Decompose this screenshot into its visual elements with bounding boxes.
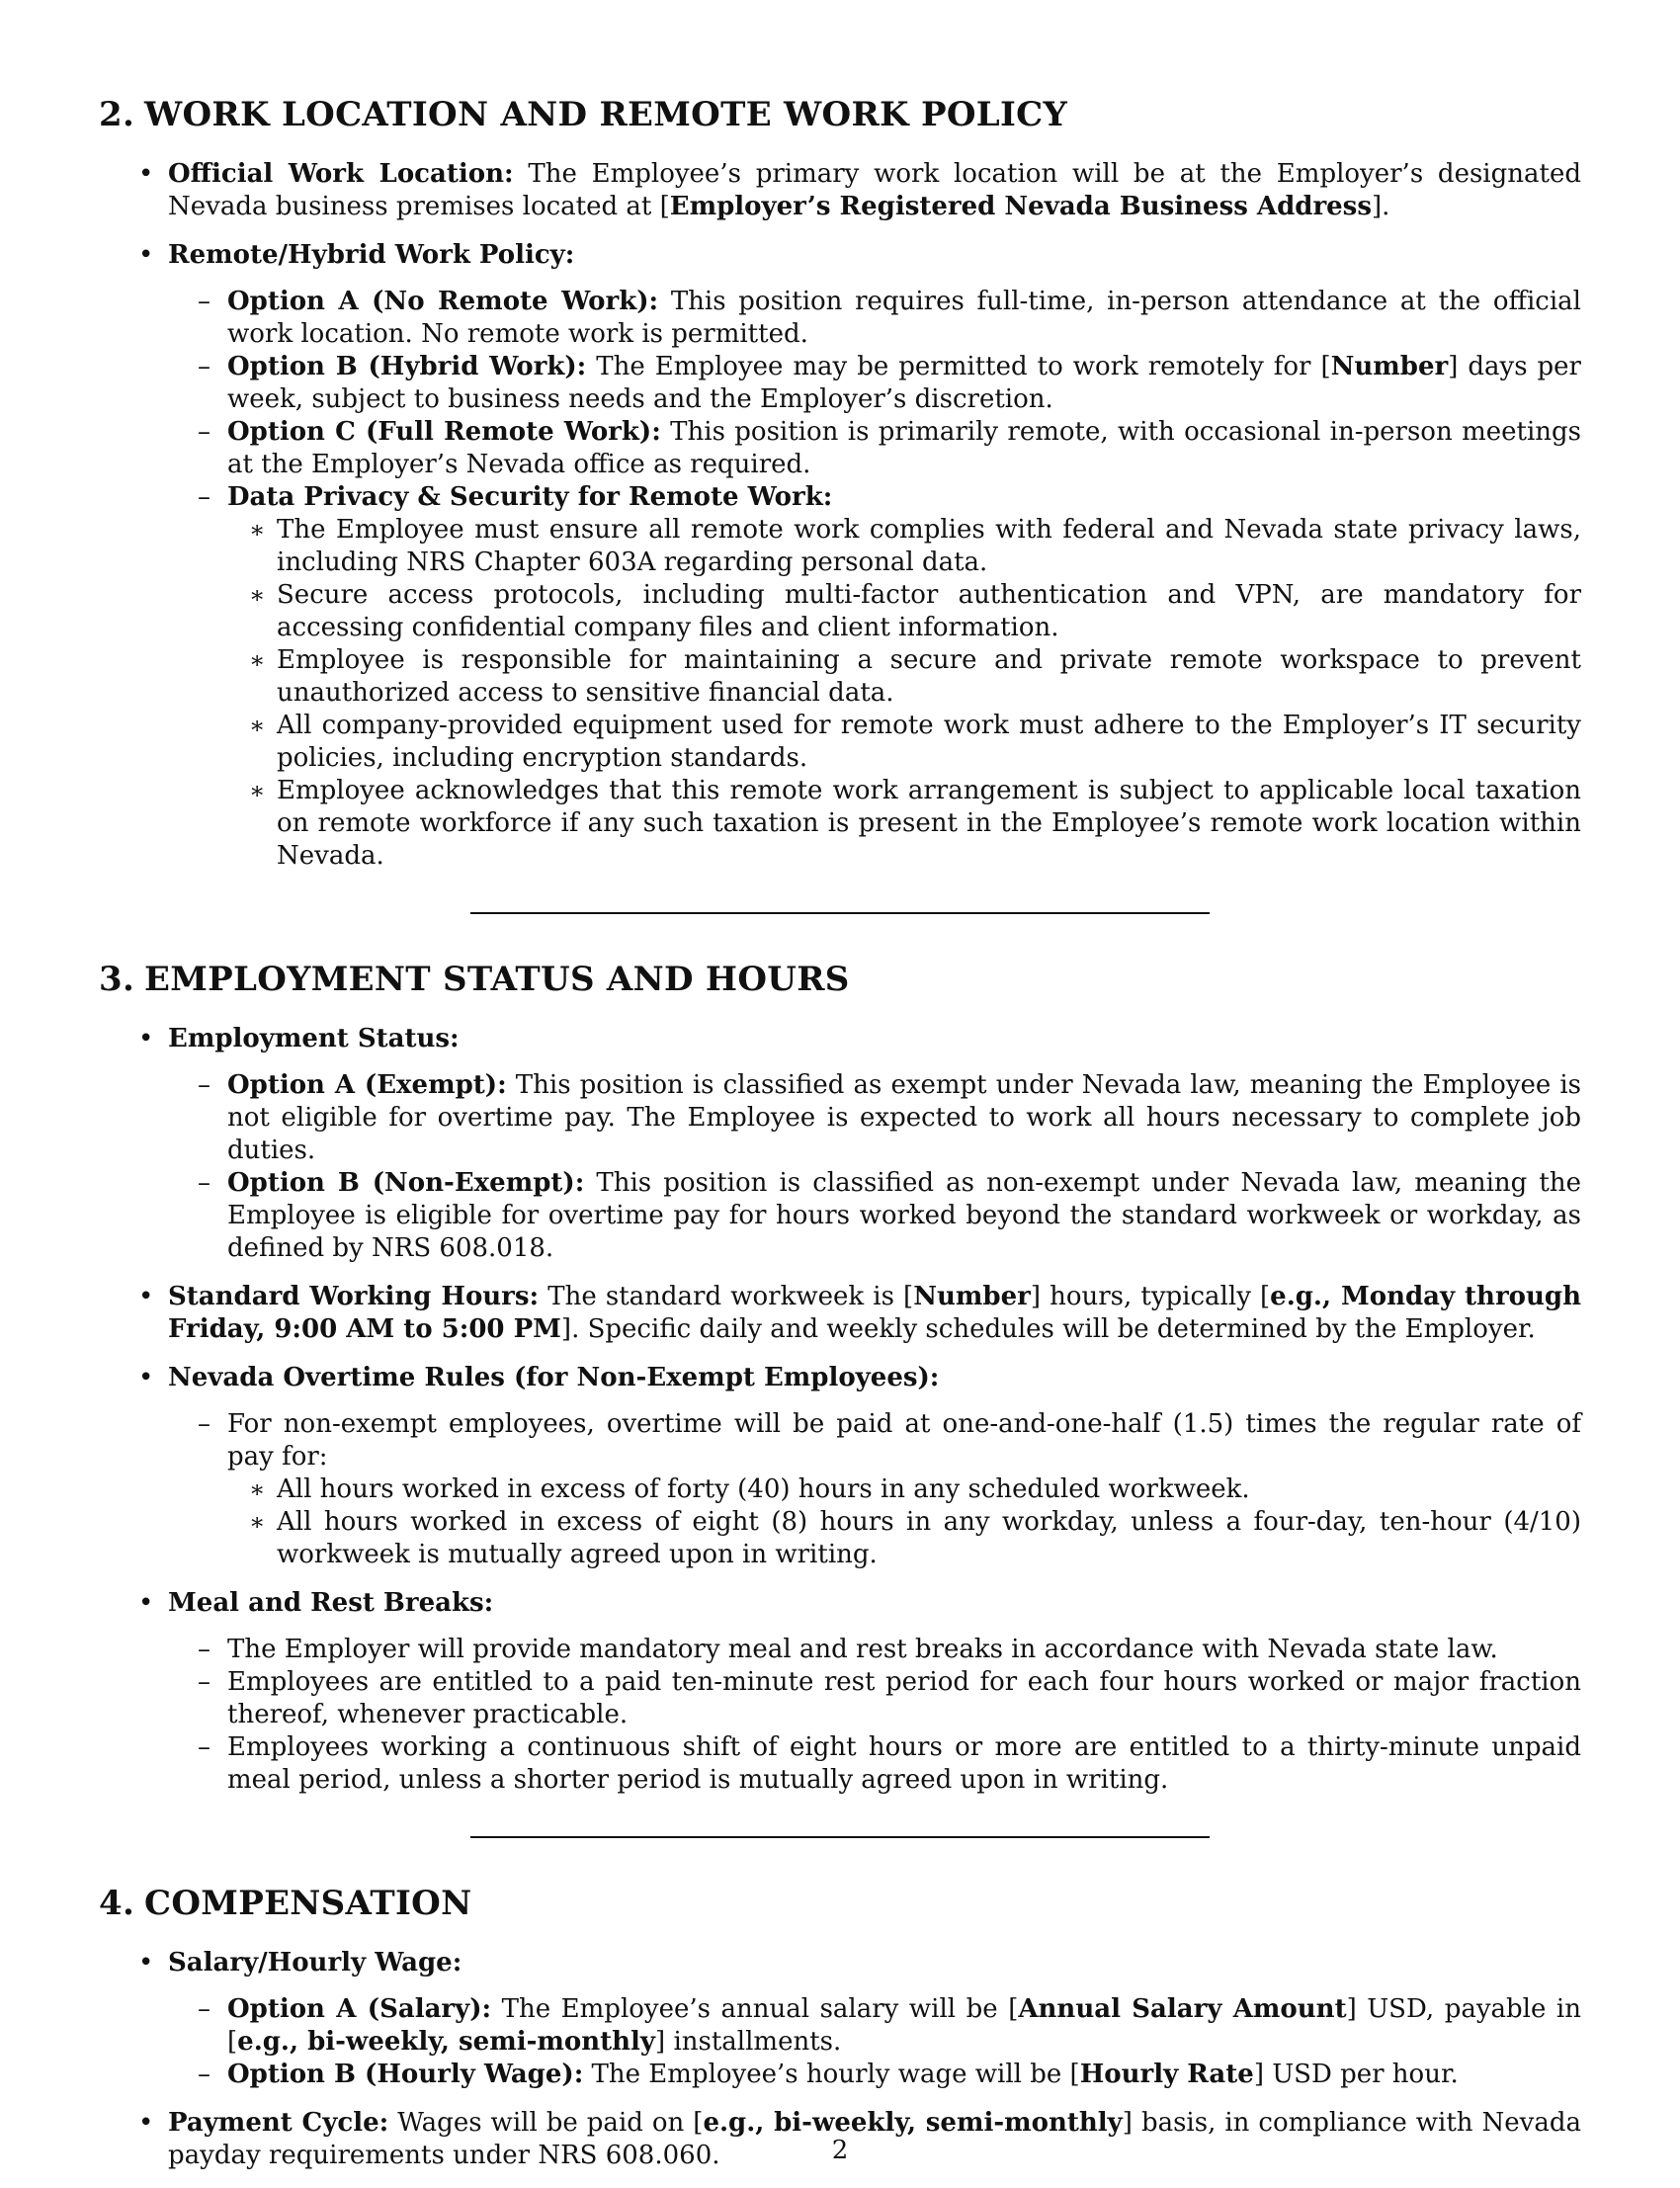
hourly-option-item: – Option B (Hourly Wage): The Employee’s hourly wage will be [Hourly Rate] USD per hour. — [168, 2059, 1581, 2091]
section-heading: 4. COMPENSATION — [99, 1884, 472, 1923]
salary-option-item: – Option A (Salary): The Employee’s annual salary will be [Annual Salary Amount] USD, payable in [e.g., bi-weekly, semi-monthly] installments. — [168, 1993, 1581, 2059]
payment-cycle-item: • Payment Cycle: Wages will be paid on [e.g., bi-weekly, semi-monthly] basis, in compliance with Nevada payday requirements under NRS 608.060. — [99, 2107, 1581, 2172]
privacy-point: ∗ All company-provided equipment used for remote work must adhere to the Employer’s IT security policies, including encryption standards. — [227, 710, 1581, 775]
section-heading: 2. WORK LOCATION AND REMOTE WORK POLICY — [99, 95, 1068, 134]
wage-item: • Salary/Hourly Wage: – Option A (Salary): The Employee’s annual salary will be [Annual Salary Amount] USD, payable in [e.g., bi-weekly, semi-monthly] installments. – Option B (Hourly Wage): The Employee’s hourly wage will be [Hourly Rate] USD per hour. — [99, 1947, 1581, 2091]
break-point: – Employees are entitled to a paid ten-minute rest period for each four hours worked or major fraction thereof, whenever practicable. — [168, 1666, 1581, 1731]
overtime-point: ∗ All hours worked in excess of forty (40) hours in any scheduled workweek. — [227, 1473, 1581, 1506]
section-compensation — [99, 1884, 1581, 2172]
option-a-item: – Option A (No Remote Work): This position requires full-time, in-person attendance at the official work location. No remote work is permitted. — [168, 286, 1581, 351]
exempt-option-item: – Option A (Exempt): This position is classified as exempt under Nevada law, meaning the Employee is not eligible for overtime pay. The Employee is expected to work all hours necessary to complete job duties. — [168, 1069, 1581, 1167]
privacy-point: ∗ The Employee must ensure all remote work complies with federal and Nevada state privacy laws, including NRS Chapter 603A regarding personal data. — [227, 514, 1581, 579]
break-point: – Employees working a continuous shift of eight hours or more are entitled to a thirty-minute unpaid meal period, unless a shorter period is mutually agreed upon in writing. — [168, 1731, 1581, 1797]
overtime-rules-item: • Nevada Overtime Rules (for Non-Exempt Employees): – For non-exempt employees, overtime will be paid at one-and-one-half (1.5) times the regular rate of pay for: ∗ All hours worked in excess of forty (40) hours in any scheduled workweek. ∗ All hours worked in excess of eight (8) hours in any workday, unless a four-day, ten-hour (4/10) workweek is mutually agreed upon in writing. — [99, 1362, 1581, 1571]
privacy-point: ∗ Employee is responsible for maintaining a secure and private remote workspace to prevent unauthorized access to sensitive financial data. — [227, 644, 1581, 710]
overtime-point: ∗ All hours worked in excess of eight (8) hours in any workday, unless a four-day, ten-hour (4/10) workweek is mutually agreed upon in writing. — [227, 1506, 1581, 1571]
data-privacy-item: – Data Privacy & Security for Remote Work: ∗ The Employee must ensure all remote work complies with federal and Nevada state privacy laws, including NRS Chapter 603A regarding personal data. ∗ Secure access protocols, including multi-factor authentication and VPN, are mandatory for accessing confidential company files and client information. ∗ Employee is responsible for maintaining a secure and private remote workspace to prevent unauthorized access to sensitive financial data. ∗ All company-provided equipment used for remote work must adhere to the Employer’s IT security policies, including encryption standards. ∗ Employee acknowledges that this remote work arrangement is subject to applicable local taxation on remote workforce if any such taxation is present in the Employee’s remote work location within Nevada. — [168, 481, 1581, 873]
document-page — [99, 95, 1581, 2188]
breaks-item: • Meal and Rest Breaks: – The Employer will provide mandatory meal and rest breaks in accordance with Nevada state law. – Employees are entitled to a paid ten-minute rest period for each four hours worked or major fraction thereof, whenever practicable. – Employees working a continuous shift of eight hours or more are entitled to a thirty-minute unpaid meal period, unless a shorter period is mutually agreed upon in writing. — [99, 1587, 1581, 1797]
section-employment-status — [99, 960, 1581, 1797]
overtime-intro: – For non-exempt employees, overtime will be paid at one-and-one-half (1.5) times the regular rate of pay for: ∗ All hours worked in excess of forty (40) hours in any scheduled workweek. ∗ All hours worked in excess of eight (8) hours in any workday, unless a four-day, ten-hour (4/10) workweek is mutually agreed upon in writing. — [168, 1408, 1581, 1571]
section-divider — [470, 1836, 1210, 1838]
section-work-location — [99, 95, 1581, 873]
non-exempt-option-item: – Option B (Non-Exempt): This position is classified as non-exempt under Nevada law, meaning the Employee is eligible for overtime pay for hours worked beyond the standard workweek or workday, as defined by NRS 608.018. — [168, 1167, 1581, 1265]
page-number: 2 — [831, 2136, 849, 2165]
standard-hours-item: • Standard Working Hours: The standard workweek is [Number] hours, typically [e.g., Monday through Friday, 9:00 AM to 5:00 PM]. Specific daily and weekly schedules will be determined by the Employer. — [99, 1281, 1581, 1346]
privacy-point: ∗ Employee acknowledges that this remote work arrangement is subject to applicable local taxation on remote workforce if any such taxation is present in the Employee’s remote work location within Nevada. — [227, 775, 1581, 873]
employment-status-item: • Employment Status: – Option A (Exempt): This position is classified as exempt under Nevada law, meaning the Employee is not eligible for overtime pay. The Employee is expected to work all hours necessary to complete job duties. – Option B (Non-Exempt): This position is classified as non-exempt under Nevada law, meaning the Employee is eligible for overtime pay for hours worked beyond the standard workweek or workday, as defined by NRS 608.018. — [99, 1023, 1581, 1265]
section-divider — [470, 912, 1210, 914]
break-point: – The Employer will provide mandatory meal and rest breaks in accordance with Nevada state law. — [168, 1634, 1581, 1666]
section-heading: 3. EMPLOYMENT STATUS AND HOURS — [99, 960, 850, 999]
official-work-location-item: • Official Work Location: The Employee’s primary work location will be at the Employer’s designated Nevada business premises located at [Employer’s Registered Nevada Business Address]. — [99, 158, 1581, 223]
privacy-point: ∗ Secure access protocols, including multi-factor authentication and VPN, are mandatory for accessing confidential company files and client information. — [227, 579, 1581, 644]
remote-policy-item: • Remote/Hybrid Work Policy: – Option A (No Remote Work): This position requires full-time, in-person attendance at the official work location. No remote work is permitted. – Option B (Hybrid Work): The Employee may be permitted to work remotely for [Number] days per week, subject to business needs and the Employer’s discretion. – Option C (Full Remote Work): This position is primarily remote, with occasional in-person meetings at the Employer’s Nevada office as required. – Data Privacy & Security for Remote Work: ∗ The Employee must ensure all remote work complies with federal and Nevada state privacy laws, including NRS Chapter 603A regarding personal data. ∗ Secure access protocols, including multi-factor authentication and VPN, are mandatory for accessing confidential company files and client information. ∗ Employee is responsible for maintaining a secure and private remote workspace to prevent unauthorized access to sensitive financial data. ∗ All company-provided equipment used for remote work must adhere to the Employer’s IT security policies, including encryption standards. ∗ Employee acknowledges that this remote work arrangement is subject to applicable local taxation on remote workforce if any such taxation is present in the Employee’s remote work location within Nevada. — [99, 239, 1581, 873]
option-b-item: – Option B (Hybrid Work): The Employee may be permitted to work remotely for [Number] days per week, subject to business needs and the Employer’s discretion. — [168, 351, 1581, 416]
option-c-item: – Option C (Full Remote Work): This position is primarily remote, with occasional in-person meetings at the Employer’s Nevada office as required. — [168, 416, 1581, 481]
